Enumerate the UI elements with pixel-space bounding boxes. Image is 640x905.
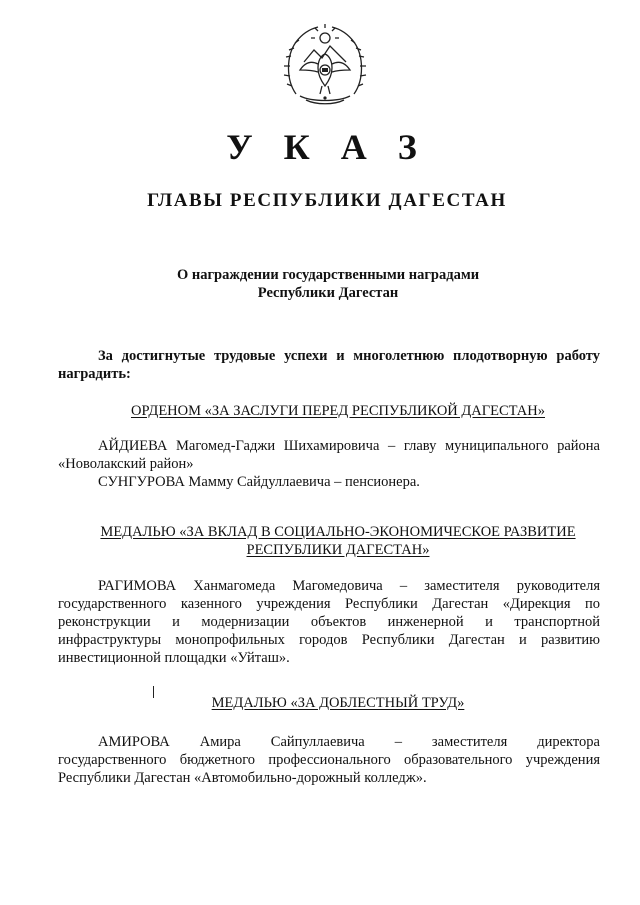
- recipient-line: «Новолакский район»: [58, 456, 194, 472]
- intro-line: За достигнутые трудовые успехи и многолетнюю плодотворную работу: [98, 348, 600, 364]
- recipient-paragraph: [58, 473, 600, 491]
- recipient-line: государственного бюджетного профессионального образовательного учреждения: [58, 752, 600, 768]
- decree-subject: [0, 266, 640, 302]
- recipient-line: инфраструктуры монопрофильных городов Республики Дагестан и развитию: [58, 632, 600, 648]
- award-title-line: РЕСПУБЛИКИ ДАГЕСТАН»: [246, 542, 430, 558]
- recipient-line: АЙДИЕВА Магомед-Гаджи Шихамировича – главу муниципального района: [98, 438, 600, 454]
- subject-line: Республики Дагестан: [257, 285, 399, 301]
- recipient-line: инвестиционной площадки «Уйташ».: [58, 650, 290, 666]
- award-title-line: МЕДАЛЬЮ «ЗА ВКЛАД В СОЦИАЛЬНО-ЭКОНОМИЧЕСКОЕ РАЗВИТИЕ: [100, 524, 576, 540]
- recipient-line: Республики Дагестан «Автомобильно-дорожный колледж».: [58, 770, 427, 786]
- award-title: [0, 402, 640, 420]
- award-title-line: МЕДАЛЬЮ «ЗА ДОБЛЕСТНЫЙ ТРУД»: [211, 695, 465, 711]
- subject-line: О награждении государственными наградами: [176, 267, 480, 283]
- recipient-paragraph: [58, 733, 600, 787]
- coat-of-arms-icon: [282, 20, 368, 110]
- award-title: [0, 694, 640, 712]
- recipient-line: реконструкции и модернизации объектов инженерной и транспортной: [58, 614, 600, 630]
- award-title: [0, 523, 640, 559]
- award-title-line: ОРДЕНОМ «ЗА ЗАСЛУГИ ПЕРЕД РЕСПУБЛИКОЙ ДАГЕСТАН»: [130, 403, 545, 419]
- recipient-paragraph: [58, 437, 600, 473]
- recipient-line: СУНГУРОВА Мамму Сайдуллаевича – пенсионера.: [98, 474, 420, 490]
- recipient-line: государственного казенного учреждения Республики Дагестан «Дирекция по: [58, 596, 600, 612]
- recipient-line: РАГИМОВА Ханмагомеда Магомедовича – заместителя руководителя: [98, 578, 600, 594]
- recipient-line: АМИРОВА Амира Сайпуллаевича – заместителя директора: [98, 734, 600, 750]
- intro-line: наградить:: [58, 366, 131, 382]
- recipient-paragraph: [58, 577, 600, 667]
- decree-title: У К А З: [226, 127, 428, 167]
- decree-issuer: ГЛАВЫ РЕСПУБЛИКИ ДАГЕСТАН: [147, 190, 507, 211]
- decree-intro: [58, 347, 600, 383]
